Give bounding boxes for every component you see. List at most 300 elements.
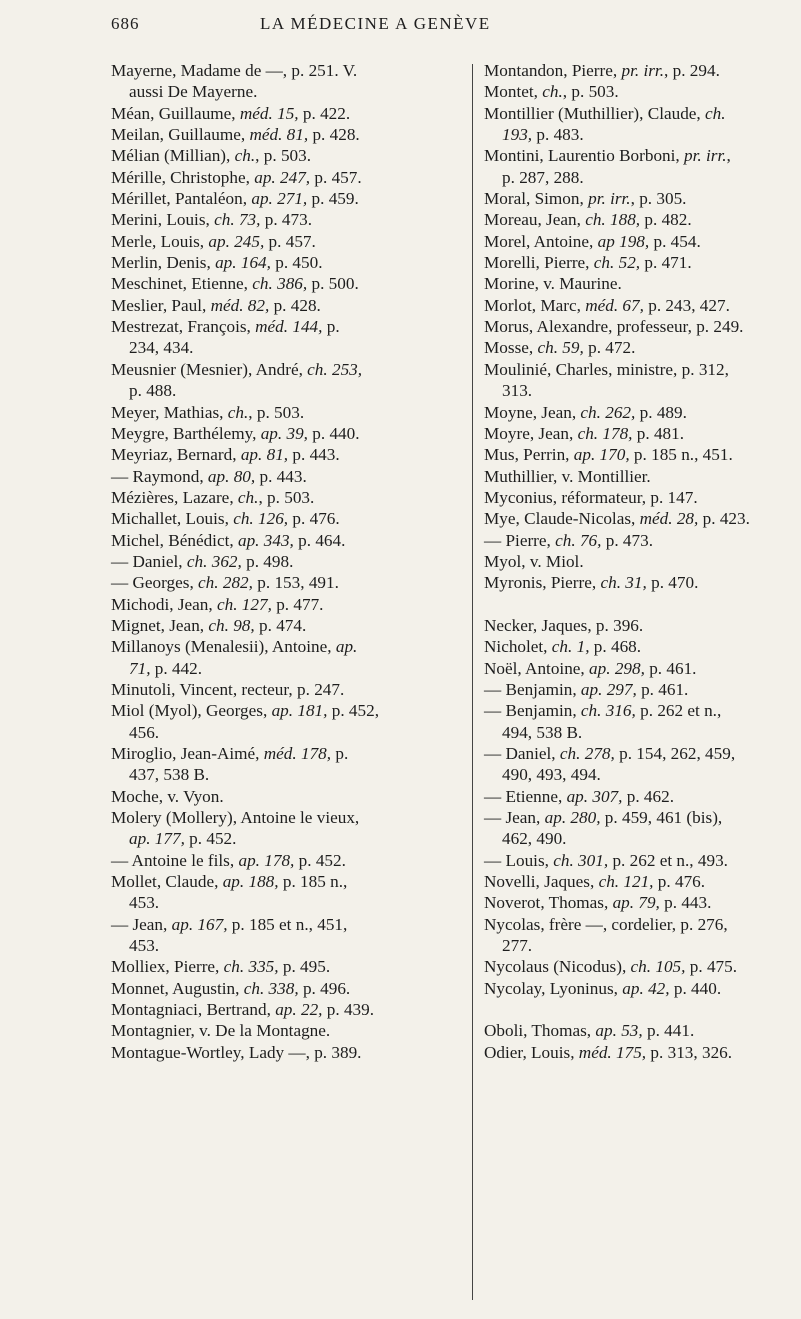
entry-reference: ch. 127, xyxy=(216,594,272,614)
entry-text: p. 443. xyxy=(659,893,712,913)
entry-text: aussi De Mayerne. xyxy=(129,82,258,102)
entry-text: Meygre, Barthélemy, xyxy=(111,423,261,443)
index-entry xyxy=(111,273,466,294)
entry-text: p. 483. xyxy=(532,125,584,145)
index-entry xyxy=(484,1042,784,1063)
entry-text: p. 154, 262, 459, xyxy=(614,744,736,763)
entry-text: Michel, Bénédict, xyxy=(111,530,238,550)
index-entry xyxy=(111,850,466,871)
entry-text: Monnet, Augustin, xyxy=(111,978,244,998)
entry-reference: ap. 177, xyxy=(129,829,185,849)
entry-text: — Benjamin, xyxy=(484,701,581,721)
index-entry xyxy=(111,60,466,103)
entry-reference: ch. 59, xyxy=(537,338,584,358)
entry-text: , p. 503. xyxy=(258,487,315,507)
index-entry xyxy=(484,60,784,81)
index-entry xyxy=(484,658,784,679)
index-entry xyxy=(111,700,466,743)
entry-text: p. 153, 491. xyxy=(252,573,339,593)
entry-text: p. 243, 427. xyxy=(643,295,730,315)
entry-text: p. 474. xyxy=(254,615,307,635)
index-entry xyxy=(111,124,466,145)
entry-text: p. xyxy=(331,744,349,763)
entry-reference: ch. 52, xyxy=(593,253,641,273)
entry-text: Muthillier, v. Montillier. xyxy=(484,466,651,486)
entry-text: Merini, Louis, xyxy=(111,210,215,230)
entry-reference: ap. 245, xyxy=(208,231,265,251)
entry-text: Moche, v. Vyon. xyxy=(111,786,224,806)
index-entry xyxy=(111,786,466,807)
entry-text: Nicholet, xyxy=(484,637,552,657)
entry-reference: ap. 181, xyxy=(271,701,328,721)
entry-text: p. 440. xyxy=(307,423,360,443)
index-entry xyxy=(484,978,784,999)
entry-text: Minutoli, Vincent, recteur, p. 247. xyxy=(111,679,345,699)
entry-text: p. 473. xyxy=(601,530,653,550)
index-entry xyxy=(111,103,466,124)
entry-reference: ap. 80, xyxy=(207,466,256,486)
entry-text: p. 262 et n., xyxy=(635,701,722,721)
entry-reference: 71, xyxy=(129,658,151,678)
entry-text: 313. xyxy=(502,381,533,401)
entry-text: p. 457. xyxy=(310,167,362,187)
entry-text: Necker, Jaques, p. 396. xyxy=(484,615,644,635)
entry-text: Montillier (Muthillier), Claude, xyxy=(484,103,706,123)
index-entry xyxy=(111,423,466,444)
index-entry xyxy=(484,1020,784,1041)
entry-text: Miol (Myol), Georges, xyxy=(111,701,272,721)
index-entry xyxy=(111,999,466,1020)
entry-text: p. 440. xyxy=(669,978,722,998)
entry-text: Millanoys (Menalesii), Antoine, xyxy=(111,637,336,657)
entry-text: Moyre, Jean, xyxy=(484,423,578,443)
entry-text: Noël, Antoine, xyxy=(484,658,590,678)
entry-text: p. 441. xyxy=(642,1021,695,1041)
entry-text: Mérille, Christophe, xyxy=(111,167,255,187)
entry-text: Mestrezat, François, xyxy=(111,317,256,337)
entry-text: 494, 538 B. xyxy=(502,722,583,742)
entry-text: — Daniel, xyxy=(484,744,560,763)
entry-reference: ap. 297, xyxy=(580,679,637,699)
index-entry xyxy=(484,487,784,508)
index-entry xyxy=(484,615,784,636)
entry-reference: ch. 1, xyxy=(551,637,590,657)
entry-reference: ch. 73, xyxy=(214,210,261,230)
entry-reference: méd. 82, xyxy=(210,295,270,315)
entry-reference: pr. irr. xyxy=(684,146,727,166)
index-entry xyxy=(484,252,784,273)
entry-reference: ap. xyxy=(335,637,358,657)
index-entry xyxy=(111,1042,466,1063)
index-entry xyxy=(111,444,466,465)
index-entry xyxy=(111,978,466,999)
entry-text: — Benjamin, xyxy=(484,679,581,699)
entry-text: p. 452. xyxy=(294,850,346,870)
entry-reference: ap. 307, xyxy=(566,786,623,806)
entry-reference: ch. 126, xyxy=(233,509,289,529)
entry-text: , p. 294. xyxy=(664,61,720,80)
entry-text: Mélian (Millian), xyxy=(111,146,235,166)
entry-text: p. 464. xyxy=(293,530,346,550)
entry-reference: méd. 144, xyxy=(255,317,323,337)
entry-text: Montini, Laurentio Borboni, xyxy=(484,146,685,166)
entry-text: Meusnier (Mesnier), André, xyxy=(111,359,308,379)
entry-text: — Pierre, xyxy=(484,530,556,550)
entry-reference: ch. 253, xyxy=(307,359,363,379)
entry-text: p. 461. xyxy=(636,679,689,699)
running-title: LA MÉDECINE A GENÈVE xyxy=(260,14,491,33)
index-entry xyxy=(111,209,466,230)
entry-text: Mye, Claude-Nicolas, xyxy=(484,509,640,529)
entry-text: p. 473. xyxy=(260,210,312,230)
index-entry xyxy=(484,636,784,657)
entry-text: Morel, Antoine, xyxy=(484,231,598,251)
entry-reference: ch. 262, xyxy=(580,402,636,422)
entry-text: p. xyxy=(322,317,340,337)
entry-text: — Louis, xyxy=(484,850,554,870)
entry-text: Meyriaz, Bernard, xyxy=(111,445,241,465)
entry-text: Merle, Louis, xyxy=(111,231,209,251)
entry-reference: ch. 98, xyxy=(208,615,255,635)
entry-reference: ap. 22, xyxy=(275,1000,323,1020)
entry-text: 462, 490. xyxy=(502,829,567,849)
entry-text: Nycolay, Lyoninus, xyxy=(484,978,623,998)
index-entry xyxy=(111,530,466,551)
entry-text: — Raymond, xyxy=(111,466,208,486)
index-entry xyxy=(484,188,784,209)
entry-text: p. 498. xyxy=(241,551,294,571)
entry-text: — Jean, xyxy=(484,808,545,828)
entry-text: p. 443. xyxy=(288,445,340,465)
entry-text: Montandon, Pierre, xyxy=(484,61,622,80)
entry-text: Meyer, Mathias, xyxy=(111,402,228,422)
entry-text: — Jean, xyxy=(111,914,172,934)
entry-reference: ch. 278, xyxy=(559,744,615,763)
entry-reference: ch. 282, xyxy=(198,573,253,593)
index-entry xyxy=(484,871,784,892)
entry-reference: ap 198, xyxy=(597,231,650,251)
entry-reference: ch. xyxy=(227,402,249,422)
entry-text: p. 450. xyxy=(270,253,323,273)
entry-reference: ap. 247, xyxy=(254,167,311,187)
entry-text: p. 500. xyxy=(307,274,359,294)
index-entry xyxy=(484,316,784,337)
index-entry xyxy=(111,679,466,700)
index-entry xyxy=(484,956,784,977)
index-entry xyxy=(111,956,466,977)
index-entry xyxy=(111,615,466,636)
entry-text: p. 185 n., 451. xyxy=(629,445,733,465)
index-entry xyxy=(484,402,784,423)
index-entry xyxy=(484,807,784,850)
entry-reference: ch. 76, xyxy=(555,530,602,550)
index-entry xyxy=(111,551,466,572)
entry-text: Meschinet, Etienne, xyxy=(111,274,253,294)
entry-reference: pr. irr. xyxy=(621,61,664,80)
index-entry xyxy=(111,359,466,402)
entry-text: Morus, Alexandre, professeur, p. 249. xyxy=(484,317,744,337)
entry-text: 234, 434. xyxy=(129,338,194,358)
index-entry xyxy=(484,700,784,743)
entry-text: Odier, Louis, xyxy=(484,1042,579,1062)
entry-reference: méd. 28, xyxy=(639,509,699,529)
entry-text: p. 482. xyxy=(640,210,692,230)
entry-reference: méd. 178, xyxy=(263,744,332,763)
index-entry xyxy=(484,103,784,146)
entry-text: , p. 305. xyxy=(630,189,687,209)
entry-text: p. 459, 461 (bis), xyxy=(600,808,723,828)
entry-text: p. 452, xyxy=(327,701,379,721)
entry-text: Morelli, Pierre, xyxy=(484,253,594,273)
entry-text: — Antoine le fils, xyxy=(111,850,239,870)
entry-text: p. 472. xyxy=(583,338,636,358)
entry-text: p. 185 n., xyxy=(278,872,348,892)
index-entry xyxy=(484,295,784,316)
entry-reference: ap. 298, xyxy=(589,658,645,678)
entry-text: — Daniel, xyxy=(111,551,187,571)
entry-text: Moyne, Jean, xyxy=(484,402,581,422)
entry-text: p. 287, 288. xyxy=(502,167,584,187)
column-divider xyxy=(472,64,473,1300)
index-entry xyxy=(111,402,466,423)
index-entry xyxy=(484,530,784,551)
index-entry xyxy=(111,807,466,850)
entry-text: p. 422. xyxy=(298,103,351,123)
entry-reference: ap. 164, xyxy=(215,253,271,273)
entry-reference: ap. 42, xyxy=(622,978,670,998)
index-entry xyxy=(484,145,784,188)
index-entry xyxy=(484,81,784,102)
index-entry xyxy=(111,594,466,615)
entry-text: Merlin, Denis, xyxy=(111,253,216,273)
entry-text: p. 496. xyxy=(298,978,351,998)
letter-group-gap xyxy=(484,594,784,615)
entry-reference: ap. 280, xyxy=(544,808,601,828)
entry-reference: pr. irr. xyxy=(588,189,631,209)
index-entry xyxy=(484,914,784,957)
entry-reference: ch. xyxy=(234,146,256,166)
entry-text: Oboli, Thomas, xyxy=(484,1021,596,1041)
index-entry xyxy=(484,466,784,487)
entry-text: p. 459. xyxy=(307,189,359,209)
entry-reference: ch. 386, xyxy=(252,274,308,294)
index-entry xyxy=(111,167,466,188)
entry-reference: ch. 188, xyxy=(585,210,641,230)
index-entry xyxy=(484,892,784,913)
running-head xyxy=(0,14,801,36)
entry-text: — Etienne, xyxy=(484,786,567,806)
entry-text: Montagnier, v. De la Montagne. xyxy=(111,1021,331,1041)
entry-reference: ch. 316, xyxy=(580,701,636,721)
entry-text: Morlot, Marc, xyxy=(484,295,586,315)
entry-reference: ch. 335, xyxy=(223,957,279,977)
index-column-right xyxy=(484,60,784,1063)
entry-text: Montague-Wortley, Lady —, p. 389. xyxy=(111,1042,362,1062)
index-entry xyxy=(111,466,466,487)
entry-text: 437, 538 B. xyxy=(129,765,210,785)
entry-text: , p. 503. xyxy=(562,82,619,102)
entry-reference: ch. 178, xyxy=(577,423,633,443)
entry-text: p. 428. xyxy=(269,295,321,315)
entry-reference: ch. 105, xyxy=(630,957,686,977)
index-entry xyxy=(484,572,784,593)
entry-text: p. 313, 326. xyxy=(646,1042,733,1062)
index-entry xyxy=(111,508,466,529)
entry-reference: ap. 188, xyxy=(222,872,279,892)
entry-reference: ap. 167, xyxy=(171,914,228,934)
entry-reference: ch. xyxy=(237,487,259,507)
entry-reference: ch. 31, xyxy=(600,573,647,593)
entry-text: 456. xyxy=(129,722,160,742)
entry-text: p. 462. xyxy=(622,786,674,806)
index-entry xyxy=(111,871,466,914)
entry-text: p. 475. xyxy=(685,957,738,977)
entry-text: p. 476. xyxy=(288,509,340,529)
entry-text: p. 476. xyxy=(653,872,706,892)
entry-text: Méan, Guillaume, xyxy=(111,103,240,123)
entry-text: Mayerne, Madame de —, p. 251. V. xyxy=(111,61,358,80)
index-entry xyxy=(111,487,466,508)
entry-reference: ch. 338, xyxy=(243,978,299,998)
entry-text: Molliex, Pierre, xyxy=(111,957,224,977)
letter-group-gap xyxy=(484,999,784,1020)
entry-text: — Georges, xyxy=(111,573,199,593)
index-entry xyxy=(484,273,784,294)
index-entry xyxy=(484,444,784,465)
entry-reference: ap. 271, xyxy=(251,189,308,209)
index-entry xyxy=(484,423,784,444)
entry-reference: ch. 121, xyxy=(598,872,654,892)
entry-text: p. 442. xyxy=(150,658,203,678)
entry-text: Moral, Simon, xyxy=(484,189,589,209)
entry-text: Moreau, Jean, xyxy=(484,210,586,230)
entry-text: Myronis, Pierre, xyxy=(484,573,601,593)
entry-text: Mézières, Lazare, xyxy=(111,487,238,507)
entry-text: p. 470. xyxy=(646,573,699,593)
index-entry xyxy=(111,316,466,359)
index-entry xyxy=(111,572,466,593)
entry-text: p. 423. xyxy=(698,509,750,529)
entry-text: Meslier, Paul, xyxy=(111,295,211,315)
entry-text: Miroglio, Jean-Aimé, xyxy=(111,744,264,763)
index-entry xyxy=(484,508,784,529)
entry-text: p. 468. xyxy=(589,637,642,657)
entry-text: p. 439. xyxy=(322,1000,375,1020)
entry-text: 453. xyxy=(129,936,160,956)
entry-text: p. 495. xyxy=(278,957,331,977)
entry-reference: ap. 79, xyxy=(612,893,660,913)
page-number: 686 xyxy=(111,14,140,33)
entry-reference: méd. 15, xyxy=(239,103,299,123)
entry-text: p. 262 et n., 493. xyxy=(608,850,728,870)
entry-text: p. 452. xyxy=(184,829,237,849)
entry-reference: ap. 39, xyxy=(260,423,308,443)
entry-text: , p. 503. xyxy=(248,402,305,422)
entry-text: Montet, xyxy=(484,82,543,102)
entry-reference: ch. xyxy=(542,82,563,102)
entry-text: Michallet, Louis, xyxy=(111,509,234,529)
entry-text: Mignet, Jean, xyxy=(111,615,209,635)
entry-text: p. 428. xyxy=(308,125,360,145)
entry-text: 453. xyxy=(129,893,160,913)
index-entry xyxy=(111,252,466,273)
entry-text: Meilan, Guillaume, xyxy=(111,125,250,145)
entry-reference: ch. 362, xyxy=(186,551,242,571)
entry-reference: 193, xyxy=(502,125,533,145)
entry-reference: ap. 53, xyxy=(595,1021,643,1041)
entry-reference: méd. 67, xyxy=(585,295,644,315)
index-column-left xyxy=(111,60,466,1063)
entry-text: p. 454. xyxy=(649,231,701,251)
entry-text: Molery (Mollery), Antoine le vieux, xyxy=(111,808,360,828)
entry-text: Myol, v. Miol. xyxy=(484,551,584,571)
index-entry xyxy=(111,145,466,166)
index-entry xyxy=(111,1020,466,1041)
entry-text: Mus, Perrin, xyxy=(484,445,574,465)
entry-reference: ap. 343, xyxy=(237,530,294,550)
entry-text: p. 489. xyxy=(635,402,687,422)
entry-text: Michodi, Jean, xyxy=(111,594,217,614)
index-entry xyxy=(484,850,784,871)
entry-text: Montagniaci, Bertrand, xyxy=(111,1000,276,1020)
entry-text: Nycolas, frère —, cordelier, p. 276, xyxy=(484,914,728,934)
index-entry xyxy=(484,679,784,700)
entry-text: Myconius, réformateur, p. 147. xyxy=(484,487,698,507)
entry-text: p. 457. xyxy=(264,231,316,251)
index-entry xyxy=(111,743,466,786)
index-entry xyxy=(484,786,784,807)
index-entry xyxy=(111,295,466,316)
entry-text: p. 471. xyxy=(640,253,692,273)
index-entry xyxy=(484,209,784,230)
index-entry xyxy=(484,743,784,786)
entry-text: p. 481. xyxy=(632,423,685,443)
index-entry xyxy=(484,231,784,252)
entry-text: p. 443. xyxy=(255,466,307,486)
entry-text: Mollet, Claude, xyxy=(111,872,223,892)
entry-text: p. 461. xyxy=(644,658,697,678)
entry-text: Nycolaus (Nicodus), xyxy=(484,957,631,977)
entry-text: , p. 503. xyxy=(255,146,312,166)
entry-reference: ch. xyxy=(705,103,726,123)
entry-reference: méd. 175, xyxy=(578,1042,647,1062)
entry-text: 277. xyxy=(502,936,533,956)
index-entry xyxy=(111,636,466,679)
entry-text: p. 488. xyxy=(129,381,177,401)
entry-text: , xyxy=(726,146,731,166)
entry-reference: ch. 301, xyxy=(553,850,609,870)
index-entry xyxy=(111,231,466,252)
index-entry xyxy=(111,188,466,209)
entry-text: p. 477. xyxy=(271,594,324,614)
entry-reference: ap. 170, xyxy=(573,445,630,465)
entry-text: Mosse, xyxy=(484,338,538,358)
entry-text: p. 185 et n., 451, xyxy=(227,914,348,934)
index-entry xyxy=(484,359,784,402)
entry-text: Moulinié, Charles, ministre, p. 312, xyxy=(484,359,729,379)
entry-reference: ap. 81, xyxy=(240,445,289,465)
entry-text: Novelli, Jaques, xyxy=(484,872,599,892)
index-entry xyxy=(484,337,784,358)
entry-reference: méd. 81, xyxy=(249,125,309,145)
index-entry xyxy=(484,551,784,572)
entry-text: 490, 493, 494. xyxy=(502,765,601,785)
entry-text: Mérillet, Pantaléon, xyxy=(111,189,252,209)
entry-reference: ap. 178, xyxy=(238,850,295,870)
entry-text: Morine, v. Maurine. xyxy=(484,274,622,294)
index-entry xyxy=(111,914,466,957)
entry-text: Noverot, Thomas, xyxy=(484,893,613,913)
